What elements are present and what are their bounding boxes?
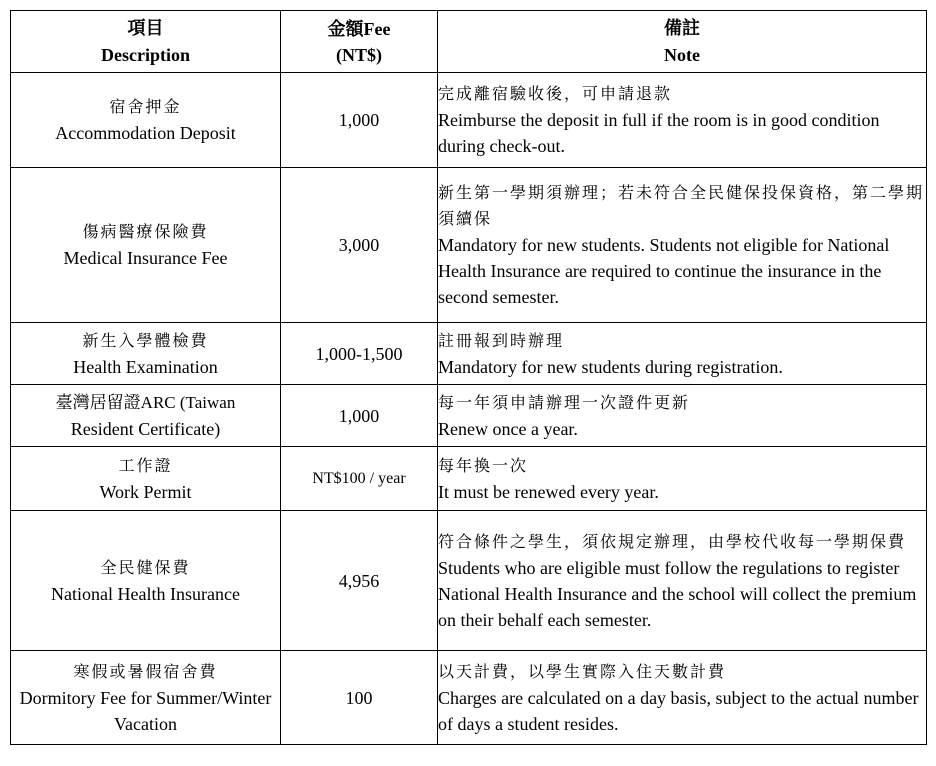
row-fee: 1,000 [281,385,438,447]
row-description: 全民健保費 National Health Insurance [11,511,281,651]
table-row [11,73,927,168]
table-row [11,385,927,447]
table-row [11,323,927,385]
row-fee: 4,956 [281,511,438,651]
row-note: 符合條件之學生，須依規定辦理，由學校代收每一學期保費 Students who are eligible must follow the regulations to register National Health Insurance and the school will collect the premium on their behalf each semester. [438,511,927,651]
row-fee: 3,000 [281,168,438,323]
header-row [11,11,927,73]
row-note: 新生第一學期須辦理；若未符合全民健保投保資格，第二學期須續保 Mandatory for new students. Students not eligible for National Health Insurance are required to continue the insurance in the second semester. [438,168,927,323]
row-fee: 1,000-1,500 [281,323,438,385]
row-note: 註冊報到時辦理 Mandatory for new students during registration. [438,323,927,385]
row-description: 寒假或暑假宿舍費 Dormitory Fee for Summer/Winter Vacation [11,651,281,745]
row-description: 工作證 Work Permit [11,447,281,511]
row-description: 新生入學體檢費 Health Examination [11,323,281,385]
header-note: 備註 Note [438,11,927,73]
fee-table [10,10,927,745]
row-description: 臺灣居留證ARC (Taiwan Resident Certificate) [11,385,281,447]
table-row [11,511,927,651]
header-description: 項目 Description [11,11,281,73]
row-note: 以天計費，以學生實際入住天數計費 Charges are calculated on a day basis, subject to the actual number of days a student resides. [438,651,927,745]
row-fee: 1,000 [281,73,438,168]
row-fee: NT$100 / year [281,447,438,511]
row-description: 傷病醫療保險費 Medical Insurance Fee [11,168,281,323]
row-note: 每年換一次 It must be renewed every year. [438,447,927,511]
row-fee: 100 [281,651,438,745]
row-description: 宿舍押金 Accommodation Deposit [11,73,281,168]
row-note: 每一年須申請辦理一次證件更新 Renew once a year. [438,385,927,447]
table-row [11,447,927,511]
table-row [11,168,927,323]
row-note: 完成離宿驗收後，可申請退款 Reimburse the deposit in full if the room is in good condition during check-out. [438,73,927,168]
header-fee: 金額Fee (NT$) [281,11,438,73]
table-row [11,651,927,745]
